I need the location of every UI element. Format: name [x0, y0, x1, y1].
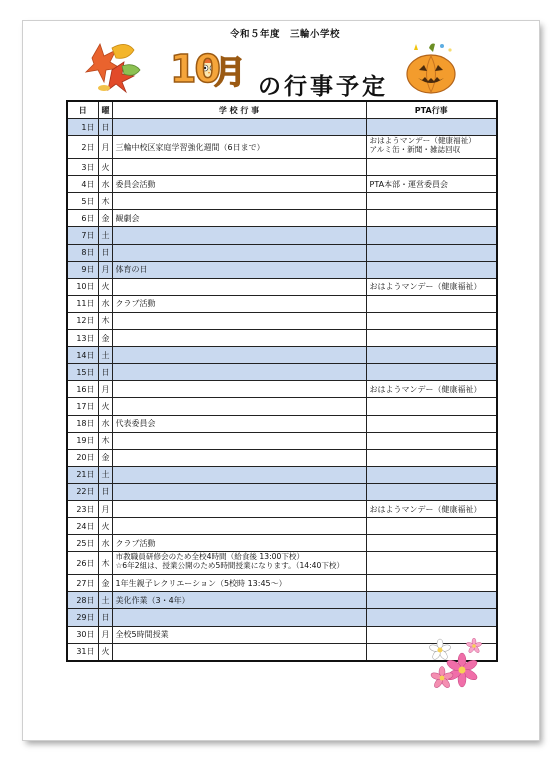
weekday-cell: 月	[98, 626, 112, 643]
school-event-cell: クラブ活動	[112, 535, 366, 552]
school-event-cell: 体育の日	[112, 261, 366, 278]
weekday-cell: 水	[98, 535, 112, 552]
table-row	[67, 295, 497, 312]
table-row	[67, 176, 497, 193]
weekday-cell: 日	[98, 483, 112, 500]
day-cell: 27日	[67, 575, 98, 592]
pta-event-cell	[366, 159, 497, 176]
day-cell: 10日	[67, 278, 98, 295]
day-cell: 17日	[67, 398, 98, 415]
pta-event-cell	[366, 609, 497, 626]
pta-event-cell	[366, 193, 497, 210]
weekday-cell: 水	[98, 295, 112, 312]
weekday-cell: 水	[98, 415, 112, 432]
pumpkin-icon	[404, 40, 458, 100]
pta-event-cell	[366, 119, 497, 136]
pta-event-cell	[366, 466, 497, 483]
day-cell: 30日	[67, 626, 98, 643]
weekday-cell: 土	[98, 592, 112, 609]
school-event-cell	[112, 364, 366, 381]
school-event-cell	[112, 227, 366, 244]
table-row	[67, 364, 497, 381]
table-row	[67, 483, 497, 500]
school-event-cell: 全校5時間授業	[112, 626, 366, 643]
day-cell: 28日	[67, 592, 98, 609]
pta-event-cell	[366, 210, 497, 227]
school-event-cell	[112, 643, 366, 661]
day-cell: 3日	[67, 159, 98, 176]
pta-event-cell	[366, 415, 497, 432]
multiline-text: 市教職員研修会のため全校4時間（給食後 13:00下校） ☆6年2組は、授業公開のため5時間授業になります。（14:40下校）	[115, 552, 345, 571]
day-cell: 5日	[67, 193, 98, 210]
day-cell: 20日	[67, 449, 98, 466]
pta-event-cell	[366, 330, 497, 347]
day-cell: 7日	[67, 227, 98, 244]
pta-event-cell	[366, 312, 497, 329]
school-event-cell	[112, 432, 366, 449]
table-row	[67, 119, 497, 136]
weekday-cell: 木	[98, 312, 112, 329]
pta-event-cell	[366, 227, 497, 244]
table-row	[67, 466, 497, 483]
header-school-events: 学 校 行 事	[112, 101, 366, 119]
day-cell: 25日	[67, 535, 98, 552]
school-event-cell: 三輪中校区家庭学習強化週間（6日まで）	[112, 136, 366, 159]
school-event-cell	[112, 381, 366, 398]
school-event-cell	[112, 347, 366, 364]
school-event-cell	[112, 483, 366, 500]
pta-event-cell	[366, 449, 497, 466]
day-cell: 19日	[67, 432, 98, 449]
school-event-cell: 代表委員会	[112, 415, 366, 432]
table-row	[67, 261, 497, 278]
pta-event-cell	[366, 432, 497, 449]
flowers-icon	[426, 638, 486, 700]
weekday-cell: 土	[98, 227, 112, 244]
table-row	[67, 575, 497, 592]
school-event-cell: 美化作業（3・4年）	[112, 592, 366, 609]
weekday-cell: 日	[98, 244, 112, 261]
day-cell: 24日	[67, 518, 98, 535]
school-event-cell	[112, 193, 366, 210]
day-cell: 1日	[67, 119, 98, 136]
day-cell: 21日	[67, 466, 98, 483]
table-row	[67, 500, 497, 517]
weekday-cell: 火	[98, 518, 112, 535]
school-event-cell	[112, 278, 366, 295]
school-event-cell	[112, 609, 366, 626]
day-cell: 4日	[67, 176, 98, 193]
day-cell: 22日	[67, 483, 98, 500]
weekday-cell: 金	[98, 210, 112, 227]
weekday-cell: 金	[98, 330, 112, 347]
header-pta-events: PTA行事	[366, 101, 497, 119]
school-event-cell	[112, 466, 366, 483]
pta-event-cell: おはようマンデー（健康福祉）	[366, 381, 497, 398]
day-cell: 2日	[67, 136, 98, 159]
weekday-cell: 火	[98, 643, 112, 661]
day-cell: 8日	[67, 244, 98, 261]
table-row	[67, 398, 497, 415]
table-row	[67, 159, 497, 176]
table-row	[67, 210, 497, 227]
pta-event-cell	[366, 483, 497, 500]
day-cell: 29日	[67, 609, 98, 626]
multiline-text: おはようマンデー（健康福祉） アルミ缶・新聞・雑誌回収	[369, 136, 476, 155]
table-row	[67, 312, 497, 329]
table-row	[67, 592, 497, 609]
pta-event-cell	[366, 136, 497, 159]
weekday-cell: 月	[98, 136, 112, 159]
school-event-cell	[112, 398, 366, 415]
weekday-cell: 火	[98, 278, 112, 295]
school-event-cell: 観劇会	[112, 210, 366, 227]
weekday-cell: 月	[98, 500, 112, 517]
pta-event-cell	[366, 592, 497, 609]
pta-event-cell	[366, 575, 497, 592]
weekday-cell: 日	[98, 364, 112, 381]
school-event-cell: 1年生親子レクリエーション（5校時 13:45～）	[112, 575, 366, 592]
weekday-cell: 木	[98, 552, 112, 575]
pta-event-cell	[366, 552, 497, 575]
month-number: 10	[170, 47, 219, 91]
table-row	[67, 136, 497, 159]
weekday-cell: 金	[98, 449, 112, 466]
weekday-cell: 日	[98, 119, 112, 136]
day-cell: 18日	[67, 415, 98, 432]
school-name: 令和５年度 三輪小学校	[230, 29, 341, 40]
school-event-cell	[112, 312, 366, 329]
table-row	[67, 278, 497, 295]
page-title: の行事予定	[258, 74, 388, 100]
school-event-cell: クラブ活動	[112, 295, 366, 312]
weekday-cell: 月	[98, 381, 112, 398]
school-event-cell	[112, 500, 366, 517]
weekday-cell: 月	[98, 261, 112, 278]
table-header-row	[67, 101, 497, 119]
weekday-cell: 日	[98, 609, 112, 626]
weekday-cell: 水	[98, 176, 112, 193]
day-cell: 26日	[67, 552, 98, 575]
pta-event-cell	[366, 244, 497, 261]
header-weekday: 曜	[98, 101, 112, 119]
weekday-cell: 木	[98, 193, 112, 210]
pta-event-cell	[366, 535, 497, 552]
table-row	[67, 552, 497, 575]
table-row	[67, 330, 497, 347]
day-cell: 9日	[67, 261, 98, 278]
pta-event-cell: おはようマンデー（健康福祉）	[366, 278, 497, 295]
weekday-cell: 土	[98, 347, 112, 364]
school-event-cell	[112, 159, 366, 176]
day-cell: 15日	[67, 364, 98, 381]
pta-event-cell	[366, 364, 497, 381]
table-row	[67, 415, 497, 432]
weekday-cell: 火	[98, 159, 112, 176]
day-cell: 14日	[67, 347, 98, 364]
day-cell: 6日	[67, 210, 98, 227]
pta-event-cell: PTA本部・運営委員会	[366, 176, 497, 193]
pta-event-cell	[366, 347, 497, 364]
weekday-cell: 土	[98, 466, 112, 483]
weekday-cell: 金	[98, 575, 112, 592]
day-cell: 11日	[67, 295, 98, 312]
table-row	[67, 227, 497, 244]
pta-event-cell	[366, 261, 497, 278]
weekday-cell: 火	[98, 398, 112, 415]
pta-event-cell	[366, 295, 497, 312]
school-event-cell	[112, 449, 366, 466]
school-event-cell	[112, 330, 366, 347]
school-event-cell	[112, 518, 366, 535]
pta-event-cell	[366, 398, 497, 415]
pta-event-cell	[366, 518, 497, 535]
day-cell: 16日	[67, 381, 98, 398]
day-cell: 23日	[67, 500, 98, 517]
table-row	[67, 449, 497, 466]
table-row	[67, 244, 497, 261]
header-day: 日	[67, 101, 98, 119]
table-row	[67, 347, 497, 364]
table-row	[67, 193, 497, 210]
month-suffix: 月	[214, 53, 247, 91]
autumn-leaves-icon	[82, 40, 144, 98]
table-row	[67, 609, 497, 626]
pta-event-cell: おはようマンデー（健康福祉）	[366, 500, 497, 517]
weekday-cell: 木	[98, 432, 112, 449]
school-event-cell	[112, 119, 366, 136]
schedule-table	[66, 100, 498, 662]
table-row	[67, 535, 497, 552]
day-cell: 12日	[67, 312, 98, 329]
school-event-cell: 委員会活動	[112, 176, 366, 193]
table-row	[67, 381, 497, 398]
day-cell: 31日	[67, 643, 98, 661]
day-cell: 13日	[67, 330, 98, 347]
school-event-cell	[112, 244, 366, 261]
table-row	[67, 432, 497, 449]
school-event-cell	[112, 552, 366, 575]
table-row	[67, 518, 497, 535]
